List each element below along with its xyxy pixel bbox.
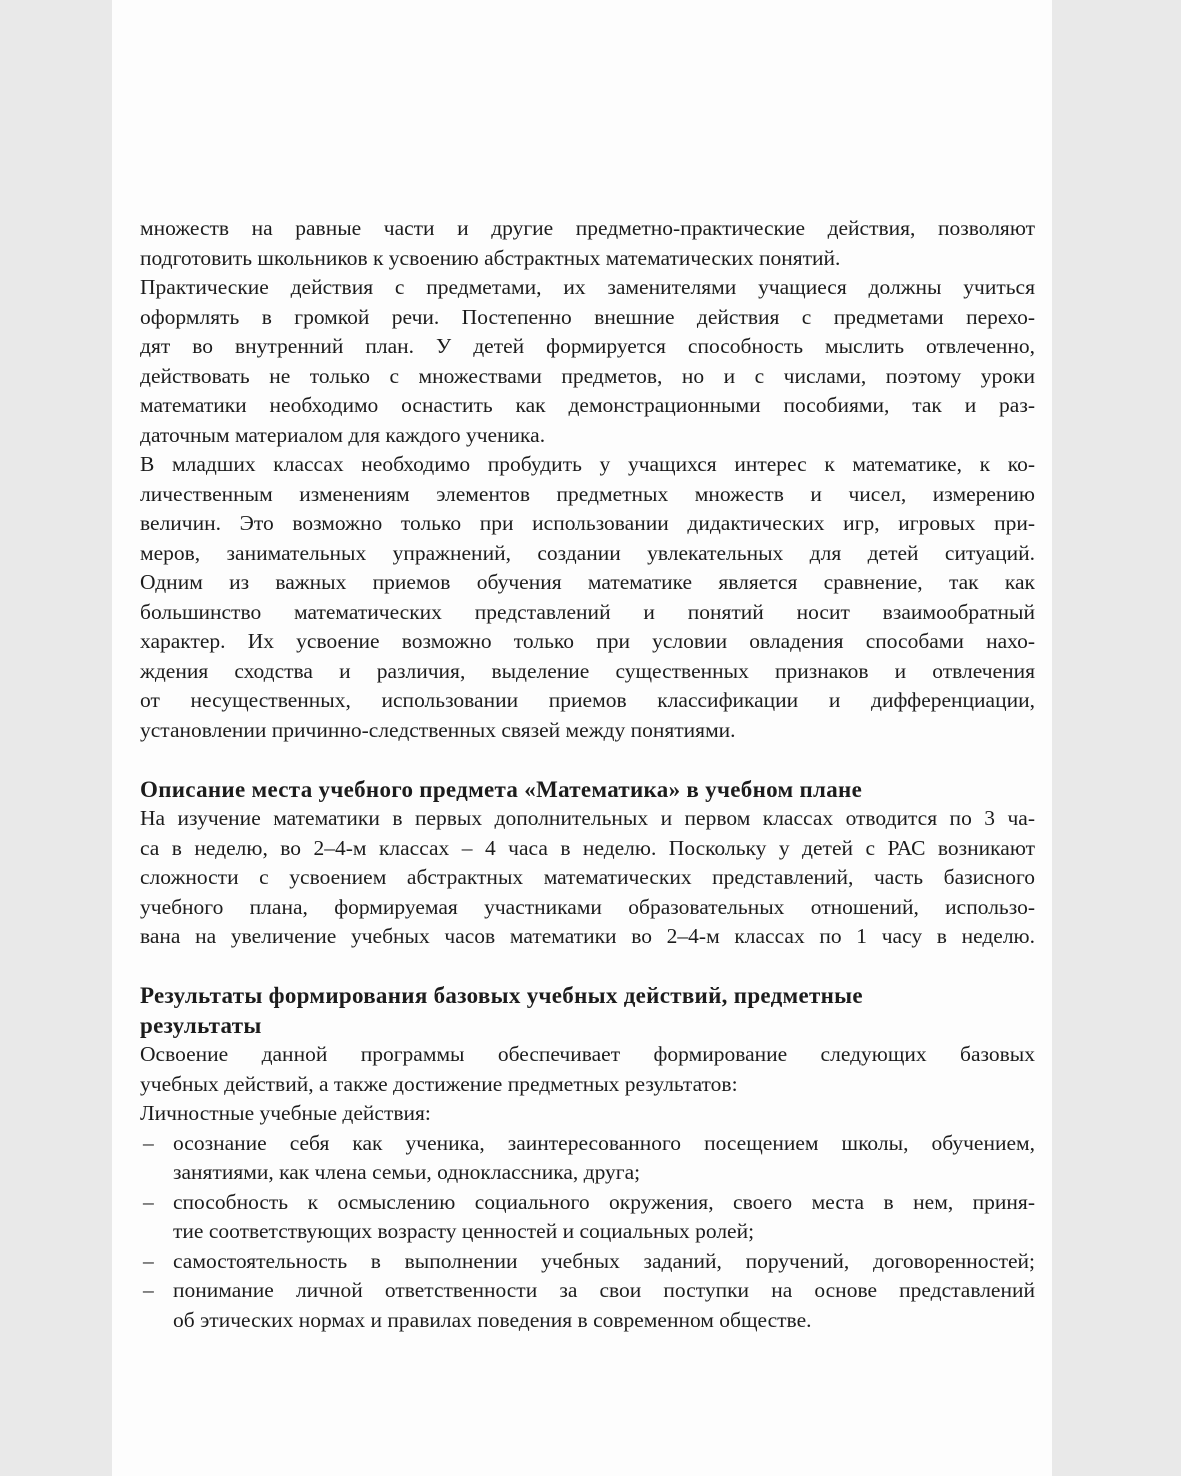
blank-line [140,745,1035,775]
paragraph-line: учебных действий, а также достижение предметных результатов: [140,1071,738,1096]
paragraph-line: Практические действия с предметами, их заменителями учащиеся должны учиться [140,275,1035,299]
bullet-line: осознание себя как ученика, заинтересованного посещением школы, обучением, [173,1130,1035,1155]
bullet-line: понимание личной ответственности за свои поступки на основе представлений [173,1278,1035,1302]
paragraph-line: множеств на равные части и другие предметно-практические действия, позволяют [140,216,1035,240]
bullet-line: занятиями, как члена семьи, одноклассника, друга; [173,1160,641,1184]
paragraph-line: Личностные учебные действия: [140,1101,431,1125]
paragraph-line: учебного плана, формируемая участниками образовательных отношений, использо- [140,894,1035,919]
text-column [140,214,1035,1335]
paragraph-line: ждения сходства и различия, выделение существенных признаков и отвлечения [140,658,1035,683]
paragraph-line: Освоение данной программы обеспечивает формирование следующих базовых [140,1042,1035,1066]
blank-line [140,952,1035,982]
paragraph-line: са в неделю, во 2–4-м классах – 4 часа в неделю. Поскольку у детей с РАС возникают [140,835,1035,860]
results-paragraph [140,1040,1035,1099]
bullet-line: тие соответствующих возрасту ценностей и социальных ролей; [173,1219,755,1243]
paragraph-line: даточным материалом для каждого ученика. [140,422,546,447]
paragraph-line: дят во внутренний план. У детей формируется способность мыслить отвлеченно, [140,334,1035,358]
practical-actions-paragraph [140,273,1035,450]
paragraph-line: от несущественных, использовании приемов классификации и дифференциации, [140,688,1035,712]
paragraph-line: меров, занимательных упражнений, создании увлекательных для детей ситуаций. [140,540,1035,565]
paragraph-line: характер. Их усвоение возможно только при условии овладения способами нахо- [140,629,1035,653]
paragraph-line: Одним из важных приемов обучения математике является сравнение, так как [140,570,1035,594]
bullet-dash: – [143,1278,154,1302]
bullet-line: способность к осмыслению социального окружения, своего места в нем, приня- [173,1189,1035,1214]
results-heading [140,981,1035,1040]
heading-line: Описание места учебного предмета «Математика» в учебном плане [140,776,863,802]
paragraph-line: На изучение математики в первых дополнительных и первом классах отводится по 3 ча- [140,806,1035,830]
bullet-social-comprehension [140,1188,1035,1247]
bullet-self-awareness [140,1129,1035,1188]
bullet-responsibility [140,1276,1035,1335]
heading-line: Результаты формирования базовых учебных действий, предметные [140,983,863,1008]
paragraph-line: личественным изменениям элементов предметных множеств и чисел, измерению [140,481,1035,506]
paragraph-line: установлении причинно-следственных связей между понятиями. [140,717,736,742]
bullet-dash: – [143,1189,154,1214]
bullet-line: об этических нормах и правилах поведения в современном обществе. [173,1307,812,1332]
paragraph-line: оформлять в громкой речи. Постепенно внешние действия с предметами перехо- [140,304,1035,329]
subject-place-heading [140,775,1035,805]
paragraph-line: сложности с усвоением абстрактных математических представлений, часть базисного [140,865,1035,889]
subject-place-paragraph [140,804,1035,952]
younger-classes-paragraph [140,450,1035,745]
paragraph-line: вана на увеличение учебных часов математики во 2–4-м классах по 1 часу в неделю. [140,924,1035,948]
intro-continued-paragraph [140,214,1035,273]
bullet-line: самостоятельность в выполнении учебных заданий, поручений, договоренностей; [173,1248,1035,1273]
paragraph-line: большинство математических представлений и понятий носит взаимообратный [140,599,1035,624]
paragraph-line: подготовить школьников к усвоению абстрактных математических понятий. [140,245,841,270]
heading-line: результаты [140,1012,262,1038]
bullet-dash: – [143,1248,154,1273]
bullet-dash: – [143,1130,154,1155]
personal-actions-label [140,1099,1035,1129]
paragraph-line: математики необходимо оснастить как демонстрационными пособиями, так и раз- [140,393,1035,417]
paragraph-line: В младших классах необходимо пробудить у учащихся интерес к математике, к ко- [140,452,1035,476]
paragraph-line: действовать не только с множествами предметов, но и с числами, поэтому уроки [140,363,1035,388]
bullet-independence [140,1247,1035,1277]
document-page [112,0,1052,1476]
paragraph-line: величин. Это возможно только при использовании дидактических игр, игровых при- [140,511,1035,535]
